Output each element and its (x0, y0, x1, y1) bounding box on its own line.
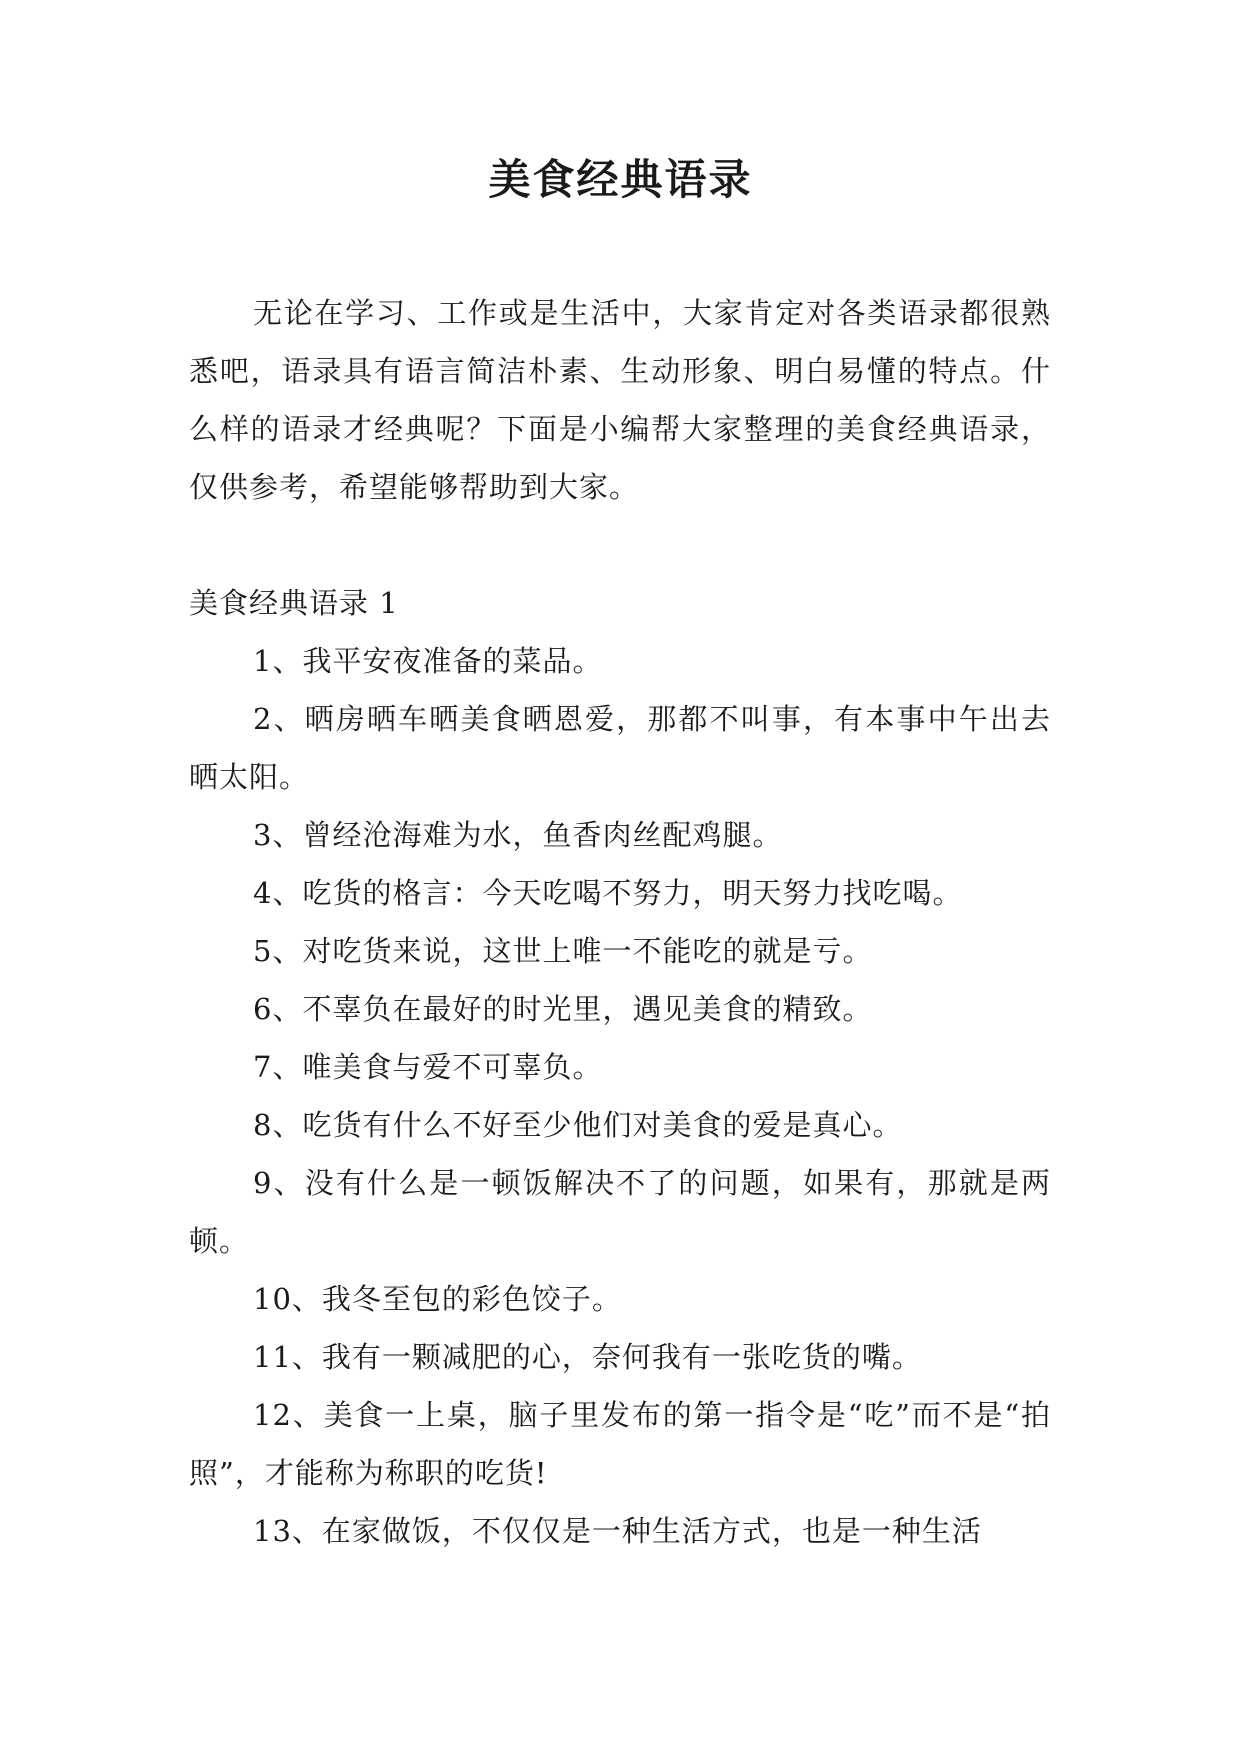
section-heading: 美食经典语录 1 (189, 586, 399, 620)
quote-item-2: 2、晒房晒车晒美食晒恩爱，那都不叫事，有本事中午出去晒太阳。 (189, 702, 1051, 794)
quote-item-3: 3、曾经沧海难为水，鱼香肉丝配鸡腿。 (253, 818, 783, 852)
quote-item-7: 7、唯美食与爱不可辜负。 (253, 1050, 603, 1084)
quote-item-11: 11、我有一颗减肥的心，奈何我有一张吃货的嘴。 (253, 1340, 922, 1374)
document-title: 美食经典语录 (488, 155, 753, 204)
quote-item-5: 5、对吃货来说，这世上唯一不能吃的就是亏。 (253, 934, 873, 968)
quote-item-6: 6、不辜负在最好的时光里，遇见美食的精致。 (253, 992, 873, 1026)
quote-item-4: 4、吃货的格言：今天吃喝不努力，明天努力找吃喝。 (253, 876, 963, 910)
quote-item-13: 13、在家做饭，不仅仅是一种生活方式，也是一种生活 (253, 1514, 982, 1548)
quote-item-9: 9、没有什么是一顿饭解决不了的问题，如果有，那就是两顿。 (189, 1166, 1051, 1258)
quote-item-10: 10、我冬至包的彩色饺子。 (253, 1282, 622, 1316)
quote-item-8: 8、吃货有什么不好至少他们对美食的爱是真心。 (253, 1108, 903, 1142)
quote-item-1: 1、我平安夜准备的菜品。 (253, 644, 603, 678)
intro-paragraph: 无论在学习、工作或是生活中，大家肯定对各类语录都很熟悉吧，语录具有语言简洁朴素、生动形象、明白易懂的特点。什么样的语录才经典呢？下面是小编帮大家整理的美食经典语录，仅供参考，希望能够帮助到大家。 (189, 296, 1051, 504)
quote-item-12: 12、美食一上桌，脑子里发布的第一指令是“吃”而不是“拍照”，才能称为称职的吃货! (189, 1398, 1051, 1490)
document-body (189, 284, 1051, 1560)
